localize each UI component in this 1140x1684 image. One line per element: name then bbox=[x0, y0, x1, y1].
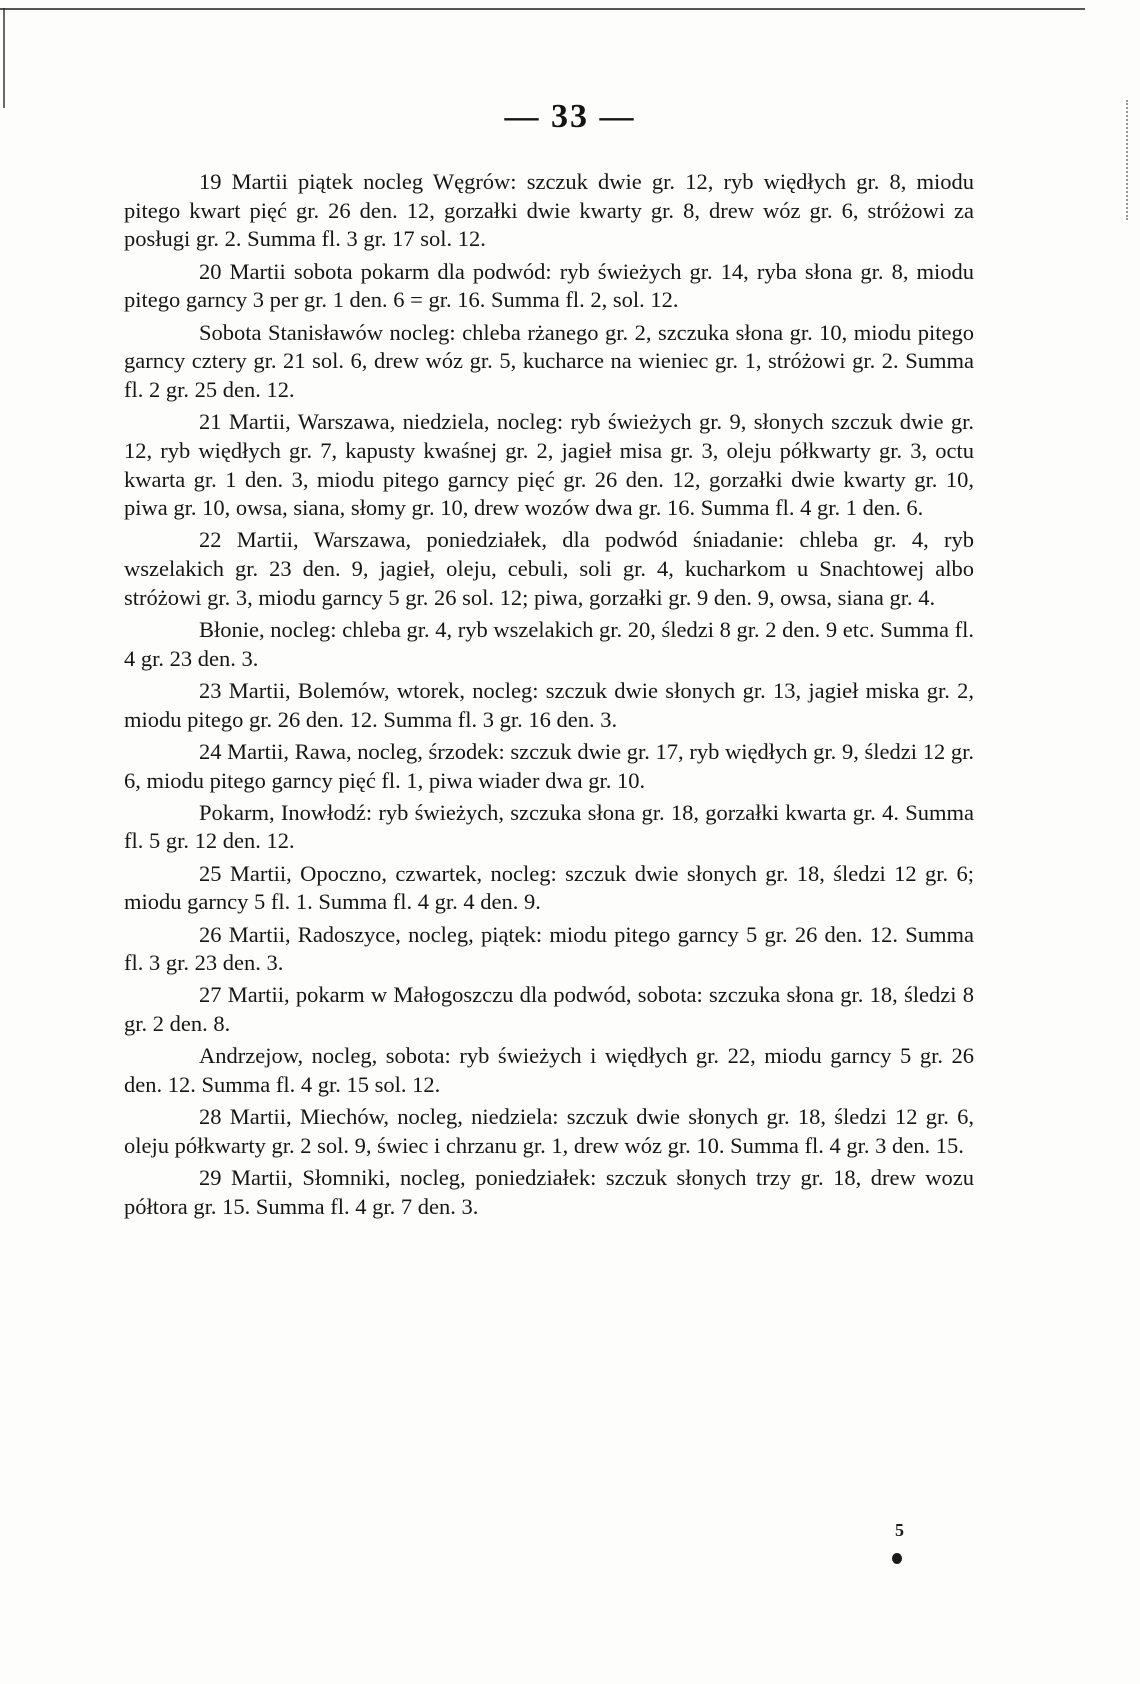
ledger-entry: Sobota Stanisławów nocleg: chleba rżanego gr. 2, szczuka słona gr. 10, miodu pitego garncy cztery gr. 21 sol. 6, drew wóz gr. 5, kucharce na wieniec gr. 1, stróżowi gr. 2. Summa fl. 2 gr. 25 den. 12. bbox=[124, 319, 974, 402]
ledger-entry: 19 Martii piątek nocleg Węgrów: szczuk dwie gr. 12, ryb więdłych gr. 8, miodu pitego kwart pięć gr. 26 den. 12, gorzałki dwie kwarty gr. 8, drew wóz gr. 6, stróżowi za posługi gr. 2. Summa fl. 3 gr. 17 sol. 12. bbox=[124, 169, 974, 252]
page-number: — 33 — bbox=[504, 98, 636, 135]
ledger-entry: 22 Martii, Warszawa, poniedziałek, dla podwód śniadanie: chleba gr. 4, ryb wszelakich gr. 23 den. 9, jagieł, oleju, cebuli, soli gr. 4, kucharkom u Snachtowej albo stróżowi gr. 3, miodu garncy 5 gr. 26 sol. 12; piwa, gorzałki gr. 9 den. 9, owsa, siana gr. 4. bbox=[124, 527, 974, 610]
ledger-entry: Błonie, nocleg: chleba gr. 4, ryb wszelakich gr. 20, śledzi 8 gr. 2 den. 9 etc. Summa fl. 4 gr. 23 den. 3. bbox=[124, 617, 974, 671]
ledger-text bbox=[124, 168, 974, 1225]
ledger-entry: 24 Martii, Rawa, nocleg, śrzodek: szczuk dwie gr. 17, ryb więdłych gr. 9, śledzi 12 gr. 6, miodu pitego garncy pięć fl. 1, piwa wiader dwa gr. 10. bbox=[124, 738, 974, 793]
ledger-entry: 25 Martii, Opoczno, czwartek, nocleg: szczuk dwie słonych gr. 18, śledzi 12 gr. 6; miodu garncy 5 fl. 1. Summa fl. 4 gr. 4 den. 9. bbox=[124, 860, 974, 915]
ledger-entry: 23 Martii, Bolemów, wtorek, nocleg: szczuk dwie słonych gr. 13, jagieł miska gr. 2, miodu pitego gr. 26 den. 12. Summa fl. 3 gr. 16 den. 3. bbox=[124, 677, 974, 732]
top-border-line bbox=[0, 8, 1085, 10]
signature-mark: 5 bbox=[895, 1520, 904, 1540]
ledger-entry: 27 Martii, pokarm w Małogoszczu dla podwód, sobota: szczuka słona gr. 18, śledzi 8 gr. 2 den. 8. bbox=[124, 982, 974, 1037]
ledger-entry: 20 Martii sobota pokarm dla podwód: ryb świeżych gr. 14, ryba słona gr. 8, miodu pitego garncy 3 per gr. 1 den. 6 = gr. 16. Summa fl. 2, sol. 12. bbox=[124, 258, 974, 313]
ledger-entry: 29 Martii, Słomniki, nocleg, poniedziałek: szczuk słonych trzy gr. 18, drew wozu półtora gr. 15. Summa fl. 4 gr. 7 den. 3. bbox=[124, 1165, 974, 1219]
ink-blot bbox=[892, 1553, 902, 1564]
ledger-entry: 21 Martii, Warszawa, niedziela, nocleg: ryb świeżych gr. 9, słonych szczuk dwie gr. 12, ryb więdłych gr. 7, kapusty kwaśnej gr. 2, jagieł misa gr. 3, oleju półkwarty gr. 3, octu kwarta gr. 1 den. 3, miodu pitego garncy pięć gr. 26 den. 12, gorzałki dwie kwarty gr. 10, piwa gr. 10, owsa, siana, słomy gr. 10, drew wozów dwa gr. 16. Summa fl. 4 gr. 1 den. 6. bbox=[124, 409, 974, 521]
left-border-line bbox=[3, 8, 5, 108]
ledger-entry: 28 Martii, Miechów, nocleg, niedziela: szczuk dwie słonych gr. 18, śledzi 12 gr. 6, oleju półkwarty gr. 2 sol. 9, świec i chrzanu gr. 1, drew wóz gr. 10. Summa fl. 4 gr. 3 den. 15. bbox=[124, 1104, 974, 1158]
ledger-entry: Andrzejow, nocleg, sobota: ryb świeżych i więdłych gr. 22, miodu garncy 5 gr. 26 den. 12. Summa fl. 4 gr. 15 sol. 12. bbox=[124, 1043, 974, 1098]
ledger-entry: 26 Martii, Radoszyce, nocleg, piątek: miodu pitego garncy 5 gr. 26 den. 12. Summa fl. 3 gr. 23 den. 3. bbox=[124, 921, 974, 976]
ledger-entry: Pokarm, Inowłodź: ryb świeżych, szczuka słona gr. 18, gorzałki kwarta gr. 4. Summa fl. 5 gr. 12 den. 12. bbox=[124, 799, 974, 854]
